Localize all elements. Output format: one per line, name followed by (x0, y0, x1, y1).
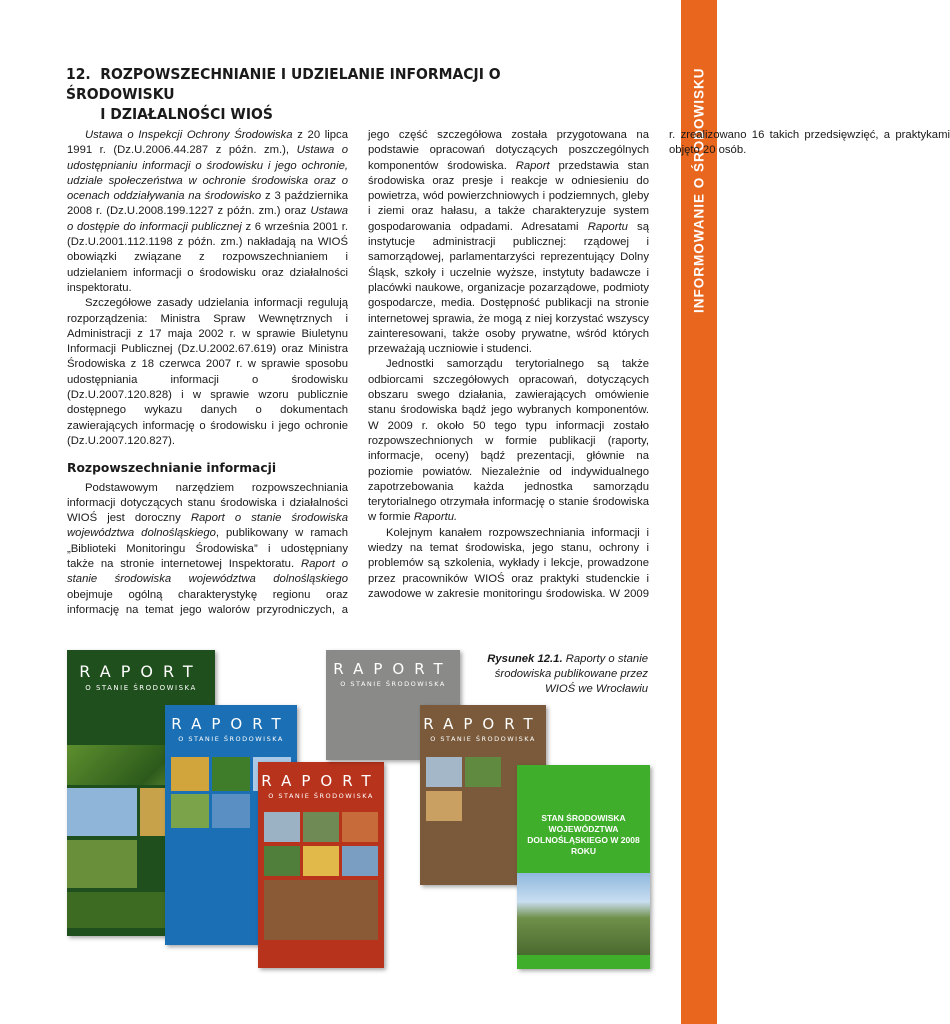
photo-tile (67, 840, 137, 888)
text-run: obejmuje ogólną charakterystykę regionu oraz informację na temat jego walorów przyrodniczych, a jego część szczegółowa została przygotowana na podstawie opracowań dotyczących poszczególnych komponentów środowiska. (67, 129, 649, 616)
text-run: z 20 lipca 1991 r. (Dz.U.2006.44.287 z późn. zm.), (67, 129, 348, 157)
text-run: Podstawowym narzędziem rozpowszechniania informacji dotyczących stanu środowiska i działalności WIOŚ jest doroczny (67, 481, 348, 525)
chapter-title-line1: ROZPOWSZECHNIANIE I UDZIELANIE INFORMACJI O ŚRODOWISKU (66, 65, 501, 103)
cover-subtitle: O STANIE ŚRODOWISKA (268, 792, 374, 800)
sidebar-label: INFORMOWANIE O ŚRODOWISKU (691, 67, 707, 313)
photo-tile (264, 812, 300, 842)
text-run: , publikowany w ramach „Biblioteki Monitoringu Środowiska” i udostępniany także na stronie internetowej Inspektoratu. (67, 527, 348, 571)
cover-subtitle: O STANIE ŚRODOWISKA (430, 735, 536, 743)
text-run: przedstawia stan środowiska oraz presje i reakcje w odniesieniu do powietrza, wód powierzchniowych i podziemnych, gleby i ziemi oraz hałasu, a także charakteryzuje system gospodarowania odpadami. Adresatami (368, 159, 649, 233)
section-heading: Rozpowszechnianie informacji (67, 461, 277, 476)
photo-tile (212, 794, 250, 828)
cover-subtitle: O STANIE ŚRODOWISKA (85, 684, 197, 692)
cover-raport-word: RAPORT (171, 715, 291, 733)
photo-tile (171, 757, 209, 791)
text-run: z 3 października 2008 r. (Dz.U.2008.199.1227 z późn. zm.) oraz (67, 190, 348, 218)
text-run: Raportu. (413, 511, 458, 524)
photo-tile (303, 846, 339, 876)
paragraph-2: Szczegółowe zasady udzielania informacji regulują rozporządzenia: Ministra Spraw Wewnętrznych i Administracji z 17 maja 2002 r. w sprawie Biuletynu Informacji Publicznej (Dz.U.2002.67.619) oraz Ministra Środowiska z 18 czerwca 2007 r. w sprawie sposobu udostępniania informacji o środowisku (Dz.U.2007.120.828) i w sprawie wzoru publicznie dostępnego wykazu danych o dokumentach zawierających informację o środowisku i jego ochronie (Dz.U.2007.120.827). (67, 297, 348, 447)
text-run: są instytucje administracji publicznej: rządowej i samorządowej, parlamentarzyści reprezentujący Dolny Śląsk, szkoły i uczelnie wyższe, instytuty badawcze i placówki naukowe, organizacje pozarządowe, podmioty gospodarcze, media. Dostępność publikacji na stronie internetowej sprawia, że mogą z niej korzystać wszyscy zainteresowani, także osoby prywatne, wśród których przeważają uczniowie i studenci. (368, 220, 649, 356)
paragraph-1 (67, 128, 348, 296)
paragraph-5: Kolejnym kanałem rozpowszechniania informacji i wiedzy na temat środowiska, jego stanu, ochrony i problemów są szkolenia, wykłady i lekcje, prowadzone przez pracowników WIOŚ oraz praktyki studenckie i zawodowe w zakresie monitoringu środowiska. W 2009 r. zrealizowano 16 takich przedsięwzięć, a praktykami objęto 20 osób. (368, 129, 950, 600)
photo-tile (303, 812, 339, 842)
chapter-title (66, 64, 606, 124)
photo-tile (264, 880, 378, 940)
text-run: Raport o stanie środowiska województwa dolnośląskiego (67, 512, 348, 540)
report-cover-red (258, 762, 384, 968)
text-run: Raportu (587, 220, 628, 233)
figure-label: Rysunek 12.1. (487, 653, 563, 665)
photo-tile (67, 788, 137, 836)
photo-tile (426, 757, 462, 787)
cover-raport-word: RAPORT (423, 715, 543, 733)
figure-caption-text: Raporty o stanie środowiska publikowane przez WIOŚ we Wrocławiu (494, 653, 648, 695)
chapter-title-line2: I DZIAŁALNOŚCI WIOŚ (100, 105, 273, 123)
cover-raport-word: RAPORT (333, 660, 453, 678)
text-run: Ustawa o dostępie do informacji publicznej (67, 205, 348, 233)
text-run: Ustawa o udostępnianiu informacji o środowisku i jego ochronie, udziale społeczeństwa w ochronie środowiska oraz o ocenach oddziaływania na środowisko (67, 144, 349, 203)
photo-tile (426, 791, 462, 821)
photo-tile (212, 757, 250, 791)
photo-tile (342, 846, 378, 876)
report-cover-bright-green (517, 765, 650, 969)
text-run: Jednostki samorządu terytorialnego są także odbiorcami szczegółowych opracowań, dotyczących obszaru swego działania, zawierających omówienie stanu środowiska bądź jego wybranych komponentów. W 2009 r. około 50 tego typu informacji zostało rozpowszechnionych w formie publikacji (raporty, informacje, oceny) bądź prezentacji, głównie na poziomie powiatów. Niezależnie od indywidualnego zapotrzebowania każda jednostka samorządu terytorialnego otrzymała informację o stanie środowiska w formie (368, 358, 649, 524)
text-run: Raport o stanie środowiska województwa dolnośląskiego (67, 558, 348, 586)
text-run: Ustawa o Inspekcji Ochrony Środowiska (85, 129, 293, 141)
paragraph-4 (368, 357, 649, 525)
photo-tile (171, 794, 209, 828)
cover-raport-word: RAPORT (261, 772, 381, 790)
photo-tile (264, 846, 300, 876)
text-run: z 6 września 2001 r. (Dz.U.2001.112.1198 z późn. zm.) nakładają na WIOŚ obowiązki związane z rozpowszechnianiem i udzielaniem informacji o środowisku oraz działalności inspektoratu. (67, 220, 348, 294)
photo-tile (517, 873, 650, 955)
chapter-number: 12. (66, 65, 91, 83)
cover-raport-word: RAPORT (79, 662, 203, 681)
photo-tile (465, 757, 501, 787)
text-run: Raport (515, 159, 550, 172)
photo-tile (342, 812, 378, 842)
cover-green-title: STAN ŚRODOWISKA WOJEWÓDZTWA DOLNOŚLĄSKIEGO W 2008 ROKU (527, 813, 640, 856)
figure-caption (468, 652, 648, 697)
cover-subtitle: O STANIE ŚRODOWISKA (340, 680, 446, 688)
cover-subtitle: O STANIE ŚRODOWISKA (178, 735, 284, 743)
